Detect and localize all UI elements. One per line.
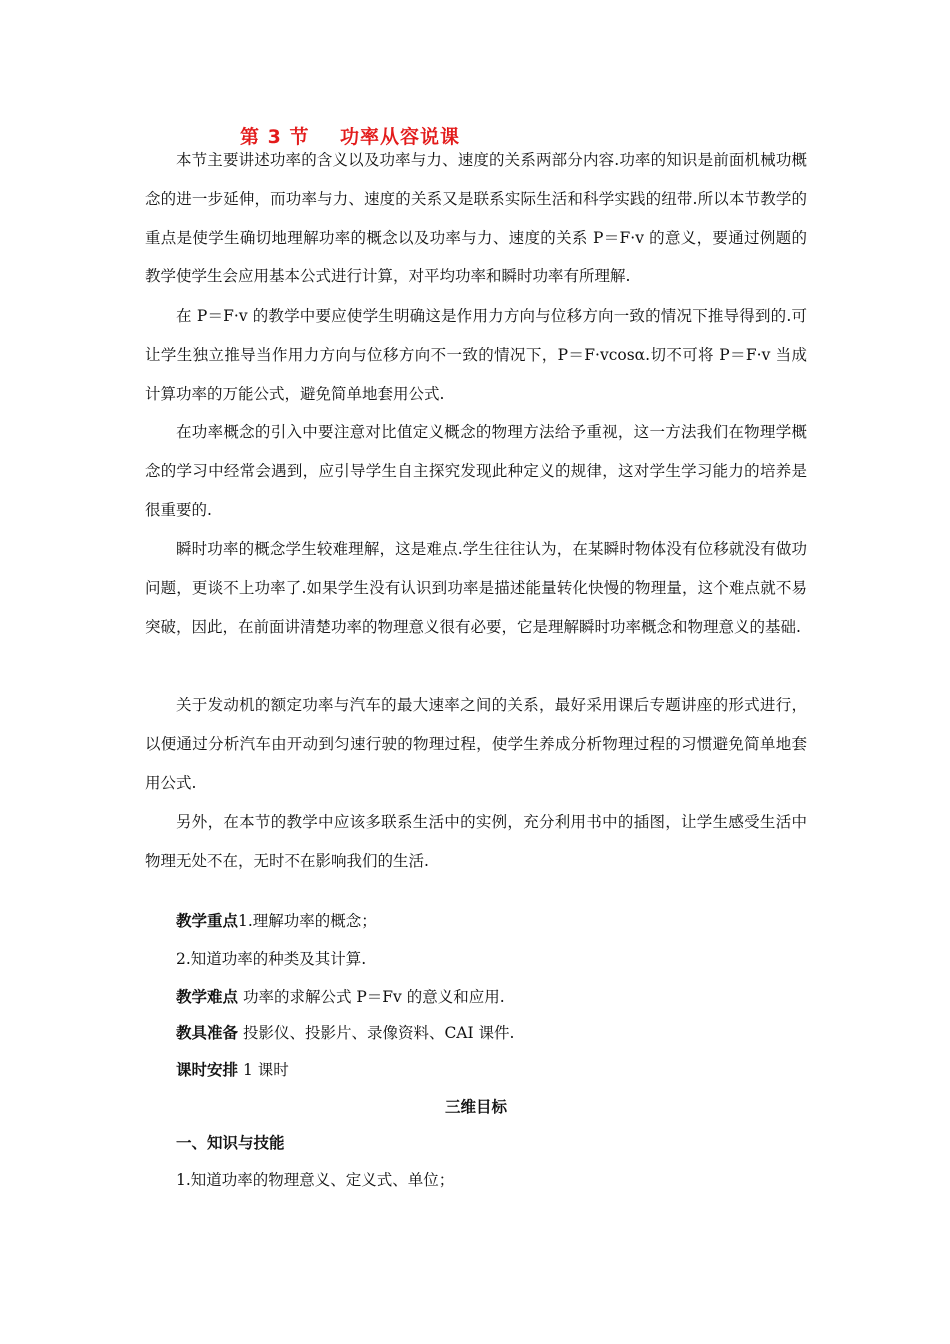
schedule-label: 课时安排: [176, 1061, 239, 1079]
equipment-label: 教具准备: [176, 1024, 239, 1042]
paragraph-ratio-definition: 在功率概念的引入中要注意对比值定义概念的物理方法给予重视，这一方法我们在物理学概念的学习中经常会遇到，应引导学生自主探究发现此种定义的规律，这对学生学习能力的培养是很重要的.: [145, 423, 807, 519]
paragraph-formula: 在 P＝F·v 的教学中要应使学生明确这是作用力方向与位移方向一致的情况下推导得到的.可让学生独立推导当作用力方向与位移方向不一致的情况下，P＝F·vcosα.切不可将 P＝F·v 当成计算功率的万能公式，避免简单地套用公式.: [145, 307, 807, 403]
key-points-label: 教学重点: [176, 912, 239, 930]
equipment-line: [176, 1023, 807, 1043]
difficulty-line: [176, 987, 807, 1007]
objectives-heading: 三维目标: [444, 1098, 507, 1116]
equipment-text: 投影仪、投影片、录像资料、CAI 课件.: [238, 1024, 515, 1042]
page-title: 第 3 节 功率从容说课: [240, 126, 460, 148]
section-1-item-1: 1.知道功率的物理意义、定义式、单位；: [176, 1171, 455, 1189]
paragraph-engine-power: 关于发动机的额定功率与汽车的最大速率之间的关系，最好采用课后专题讲座的形式进行，以便通过分析汽车由开动到匀速行驶的物理过程，使学生养成分析物理过程的习惯避免简单地套用公式.: [145, 696, 807, 792]
schedule-line: [176, 1060, 807, 1080]
paragraph-real-life: 另外，在本节的教学中应该多联系生活中的实例，充分利用书中的插图，让学生感受生活中物理无处不在，无时不在影响我们的生活.: [145, 813, 807, 870]
key-points-item-2: 2.知道功率的种类及其计算.: [176, 950, 367, 968]
section-1-heading-line: [176, 1133, 807, 1153]
difficulty-text: 功率的求解公式 P＝Fv 的意义和应用.: [238, 988, 505, 1006]
difficulty-label: 教学难点: [176, 988, 239, 1006]
paragraph-intro: 本节主要讲述功率的含义以及功率与力、速度的关系两部分内容.功率的知识是前面机械功概念的进一步延伸，而功率与力、速度的关系又是联系实际生活和科学实践的纽带.所以本节教学的重点是使学生确切地理解功率的概念以及功率与力、速度的关系 P＝F·v 的意义，要通过例题的教学使学生会应用基本公式进行计算，对平均功率和瞬时功率有所理解.: [145, 151, 807, 286]
key-points-line: [176, 911, 807, 931]
paragraph-instant-power: 瞬时功率的概念学生较难理解，这是难点.学生往往认为，在某瞬时物体没有位移就没有做功问题，更谈不上功率了.如果学生没有认识到功率是描述能量转化快慢的物理量，这个难点就不易突破，因此，在前面讲清楚功率的物理意义很有必要，它是理解瞬时功率概念和物理意义的基础.: [145, 540, 807, 636]
schedule-text: 1 课时: [238, 1061, 289, 1079]
key-points-item-1: 1.理解功率的概念；: [238, 912, 377, 930]
section-1-heading: 一、知识与技能: [176, 1134, 285, 1152]
